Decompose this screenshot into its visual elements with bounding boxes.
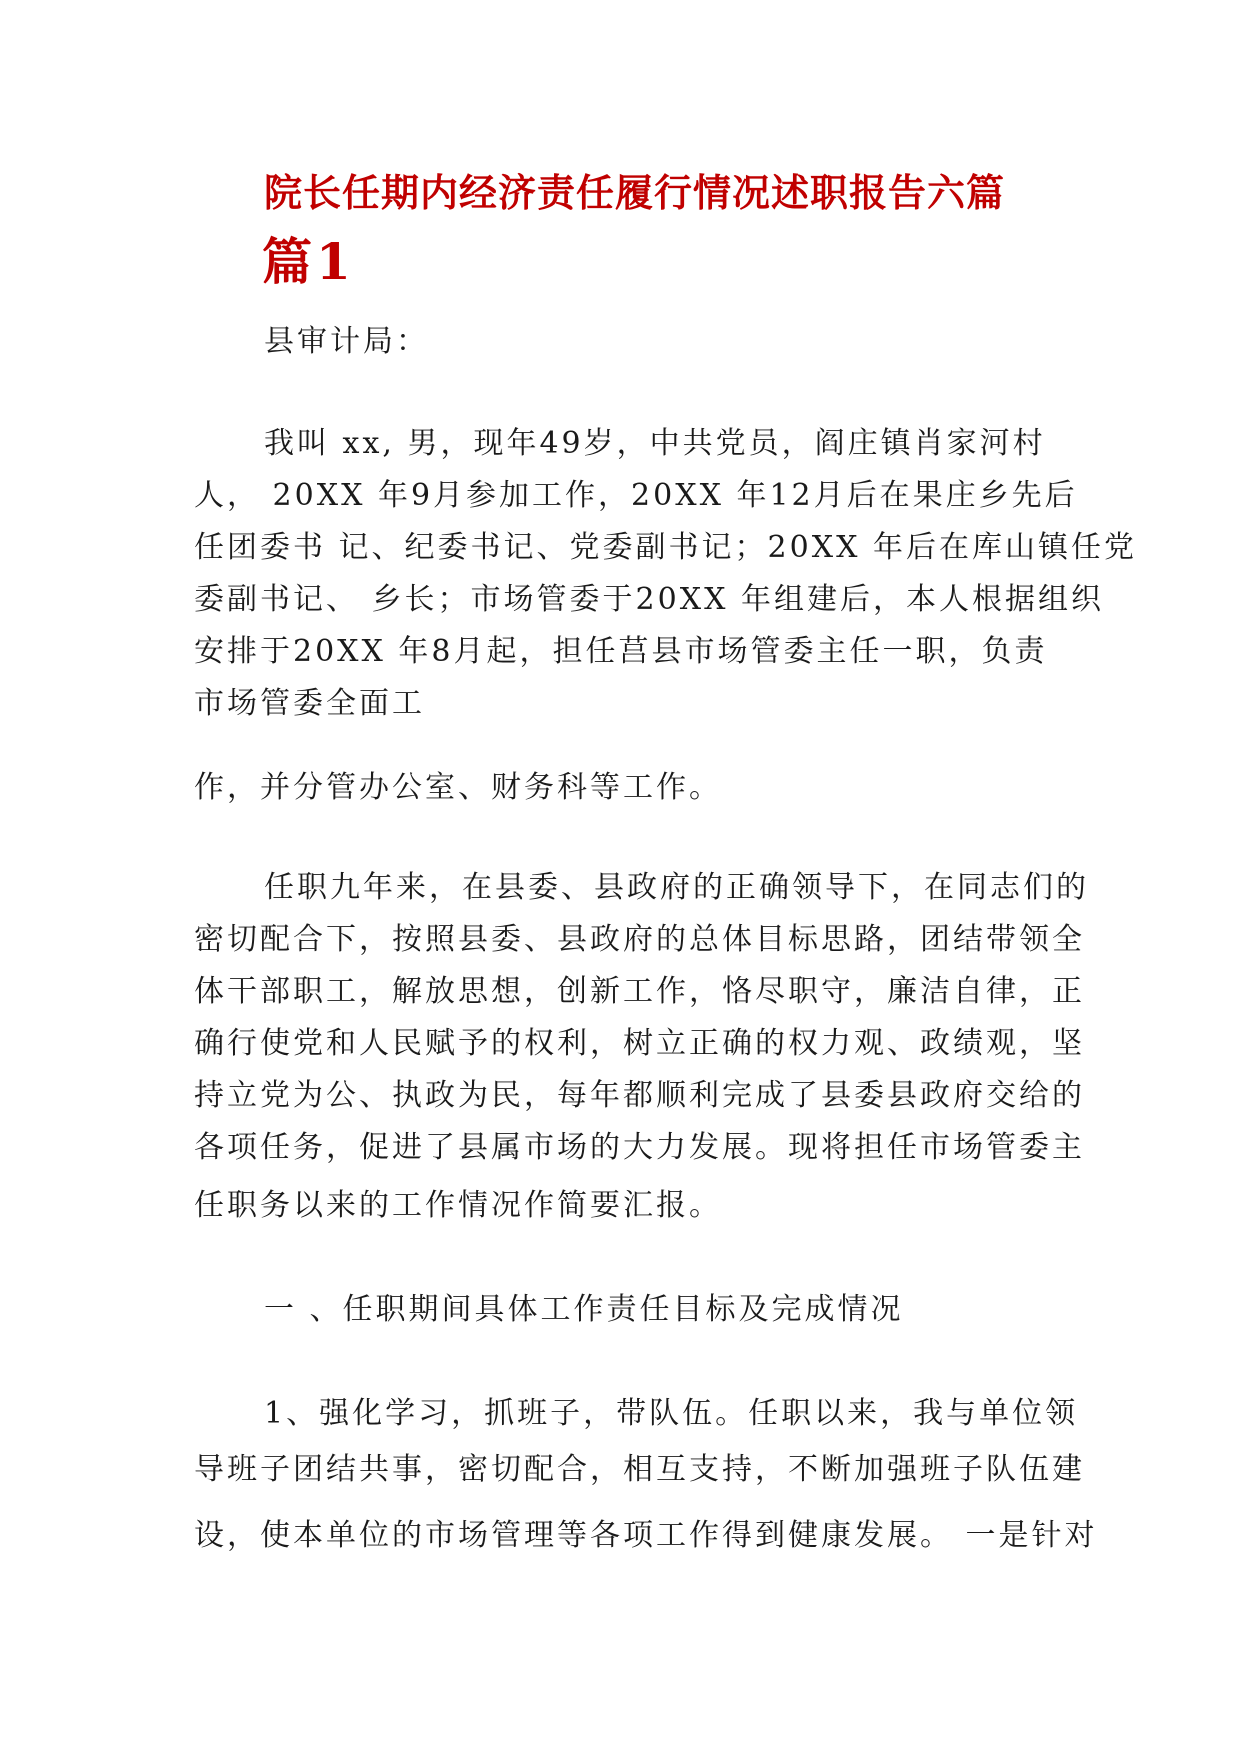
text-line: 1、强化学习，抓班子，带队伍。任职以来，我与单位领 <box>264 1396 1079 1431</box>
text-line: 持立党为公、执政为民，每年都顺利完成了县委县政府交给的 <box>194 1078 1085 1113</box>
text-line: 任职务以来的工作情况作简要汇报。 <box>194 1188 722 1223</box>
text-line: 密切配合下，按照县委、县政府的总体目标思路，团结带领全 <box>194 922 1085 957</box>
document-title: 院长任期内经济责任履行情况述职报告六篇 <box>264 170 1006 215</box>
text-line: 设，使本单位的市场管理等各项工作得到健康发展。 一是针对 <box>194 1518 1098 1553</box>
text-line: 安排于20XX 年8月起，担任莒县市场管委主任一职，负责 <box>194 634 1048 669</box>
text-line: 体干部职工，解放思想，创新工作，恪尽职守，廉洁自律，正 <box>194 974 1085 1009</box>
text-line: 委副书记、 乡长；市场管委于20XX 年组建后，本人根据组织 <box>194 582 1104 617</box>
text-line: 确行使党和人民赋予的权利，树立正确的权力观、政绩观，坚 <box>194 1026 1085 1061</box>
text-line: 导班子团结共事，密切配合，相互支持，不断加强班子队伍建 <box>194 1452 1085 1487</box>
salutation: 县审计局： <box>264 324 429 359</box>
text-line: 市场管委全面工 <box>194 686 425 721</box>
text-line: 人， 20XX 年9月参加工作，20XX 年12月后在果庄乡先后 <box>194 478 1078 513</box>
text-line: 我叫 xx, 男，现年49岁，中共党员，阎庄镇肖家河村 <box>264 426 1046 461</box>
text-line: 任职九年来，在县委、县政府的正确领导下，在同志们的 <box>264 870 1089 905</box>
document-subtitle: 篇1 <box>262 232 355 291</box>
section-heading: 一 、任职期间具体工作责任目标及完成情况 <box>264 1292 904 1327</box>
text-line: 各项任务，促进了县属市场的大力发展。现将担任市场管委主 <box>194 1130 1085 1165</box>
text-line: 作，并分管办公室、财务科等工作。 <box>194 770 722 805</box>
text-line: 任团委书 记、纪委书记、党委副书记；20XX 年后在库山镇任党 <box>194 530 1137 565</box>
